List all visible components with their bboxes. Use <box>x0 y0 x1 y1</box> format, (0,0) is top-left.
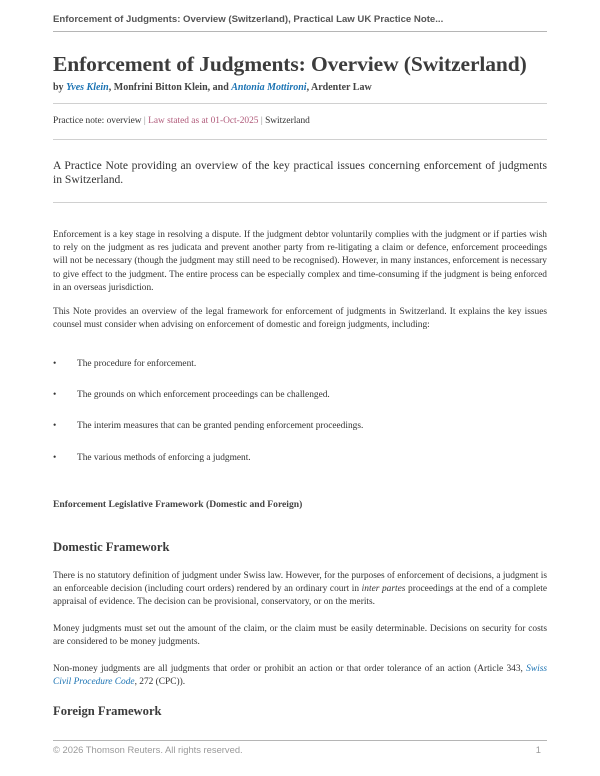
bullet-text: The various methods of enforcing a judgment. <box>77 453 251 463</box>
domestic-paragraph-1 <box>53 570 547 610</box>
byline-suffix: , Ardenter Law <box>306 82 372 93</box>
domestic-paragraph-2: Money judgments must set out the amount of the claim, or the claim must be easily determinable. Decisions on security for costs are considered to be money judgments. <box>53 624 547 648</box>
bullet-text: The grounds on which enforcement proceedings can be challenged. <box>77 390 330 400</box>
domestic-paragraph-3 <box>53 663 547 689</box>
copyright: © 2026 Thomson Reuters. All rights reserved. <box>53 744 243 755</box>
bullet-icon: • <box>53 359 57 369</box>
bullet-text: The interim measures that can be granted pending enforcement proceedings. <box>77 421 364 431</box>
byline-mid: , Monfrini Bitton Klein, and <box>108 82 232 93</box>
swiss-civil-procedure-code-link[interactable]: Swiss Civil Procedure Code <box>53 664 547 688</box>
byline <box>53 82 547 104</box>
foreign-framework-heading: Foreign Framework <box>53 704 162 718</box>
document-type: Practice note: overview <box>53 116 142 126</box>
bullet-icon: • <box>53 453 57 463</box>
document-title: Enforcement of Judgments: Overview (Switzerland) <box>53 52 527 76</box>
document-meta <box>53 116 547 140</box>
author-link-yves-klein[interactable]: Yves Klein <box>66 82 109 93</box>
text-span: proceedings at the end of a complete appraisal of evidence. The decision can be provisional, conservatory, or on the merits. <box>53 584 547 608</box>
bullet-icon: • <box>53 421 57 431</box>
intro-paragraph-2: This Note provides an overview of the legal framework for enforcement of judgments in Switzerland. It explains the key issues counsel must consider when advising on enforcement of domestic and foreign judgments, including: <box>53 307 547 331</box>
abstract: A Practice Note providing an overview of the key practical issues concerning enforcement of judgments in Switzerland. <box>53 159 547 203</box>
bullet-text: The procedure for enforcement. <box>77 359 197 369</box>
meta-separator: | <box>258 116 266 126</box>
page-footer <box>53 740 547 755</box>
jurisdiction: Switzerland <box>265 116 310 126</box>
page-number: 1 <box>535 744 541 755</box>
italic-term: inter partes <box>361 584 406 595</box>
intro-paragraph-1: Enforcement is a key stage in resolving a dispute. If the judgment debtor voluntarily complies with the judgment or if parties wish to rely on the judgment as res judicata and prevent another party from re-litigating a claim or defence, enforcement proceedings will not be necessary (though the judgment may still need to be recognised). However, in many instances, enforcement is necessary to give effect to the judgment. The entire process can be especially complex and time-consuming if the judgment is being enforced in an overseas jurisdiction. <box>53 230 547 293</box>
byline-prefix: by <box>53 82 67 93</box>
meta-separator: | <box>141 116 149 126</box>
domestic-framework-heading: Domestic Framework <box>53 540 170 554</box>
text-span: , 272 (CPC)). <box>134 677 186 688</box>
running-header: Enforcement of Judgments: Overview (Switzerland), Practical Law UK Practice Note... <box>53 14 547 32</box>
text-span: Non-money judgments are all judgments that order or prohibit an action or that order tolerance of an action (Article 343, <box>53 664 527 674</box>
author-link-antonia-mottironi[interactable]: Antonia Mottironi <box>231 82 307 93</box>
section-heading: Enforcement Legislative Framework (Domestic and Foreign) <box>53 499 303 510</box>
bullet-icon: • <box>53 390 57 400</box>
text-span: There is no statutory definition of judgment under Swiss law. However, for the purposes of enforcement of decisions, a judgment is an enforceable decision (including court orders) rendered by an ordinary court in <box>53 571 547 595</box>
law-stated-date: Law stated as at 01-Oct-2025 <box>148 116 259 126</box>
